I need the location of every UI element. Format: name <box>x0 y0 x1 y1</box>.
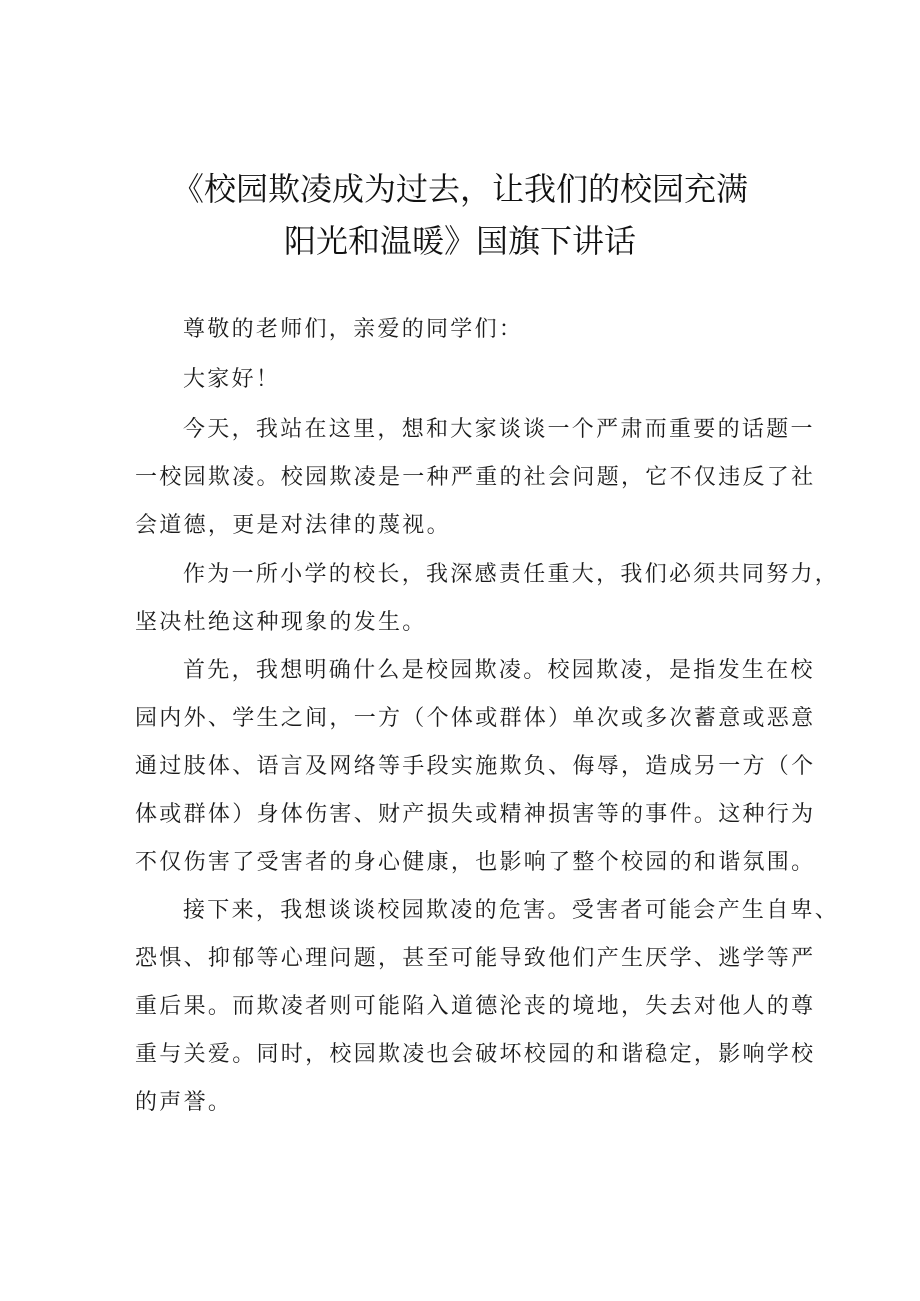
paragraph-harm-line: 重与关爱。同时，校园欺凌也会破坏校园的和谐稳定，影响学校 <box>135 1042 816 1067</box>
paragraph-harm-line: 恐惧、抑郁等心理问题，甚至可能导致他们产生厌学、逃学等严 <box>135 946 816 971</box>
paragraph-definition-line: 园内外、学生之间，一方（个体或群体）单次或多次蓄意或恶意 <box>135 706 816 731</box>
paragraph-definition-line: 不仅伤害了受害者的身心健康，也影响了整个校园的和谐氛围。 <box>135 850 816 875</box>
paragraph-definition-line: 体或群体）身体伤害、财产损失或精神损害等的事件。这种行为 <box>135 802 816 827</box>
paragraph-responsibility-line: 作为一所小学的校长，我深感责任重大，我们必须共同努力， <box>183 562 840 587</box>
paragraph-intro-line: 一校园欺凌。校园欺凌是一种严重的社会问题，它不仅违反了社 <box>135 465 816 490</box>
title-line-2: 阳光和温暖》国旗下讲话 <box>283 222 636 260</box>
paragraph-definition-line: 通过肢体、语言及网络等手段实施欺负、侮辱，造成另一方（个 <box>135 754 816 779</box>
paragraph-harm-line: 的声誉。 <box>135 1090 233 1115</box>
paragraph-harm-line: 接下来，我想谈谈校园欺凌的危害。受害者可能会产生自卑、 <box>183 898 840 923</box>
paragraph-intro-line: 会道德，更是对法律的蔑视。 <box>135 513 451 538</box>
paragraph-harm-line: 重后果。而欺凌者则可能陷入道德沦丧的境地，失去对他人的尊 <box>135 994 816 1019</box>
paragraph-definition-line: 首先，我想明确什么是校园欺凌。校园欺凌，是指发生在校 <box>183 658 815 683</box>
salutation: 大家好！ <box>183 367 281 392</box>
greeting: 尊敬的老师们，亲爱的同学们： <box>183 317 524 342</box>
paragraph-intro-line: 今天，我站在这里，想和大家谈谈一个严肃而重要的话题一 <box>183 417 815 442</box>
title-line-1: 《校园欺凌成为过去，让我们的校园充满 <box>171 170 748 208</box>
paragraph-responsibility-line: 坚决杜绝这种现象的发生。 <box>135 610 427 635</box>
